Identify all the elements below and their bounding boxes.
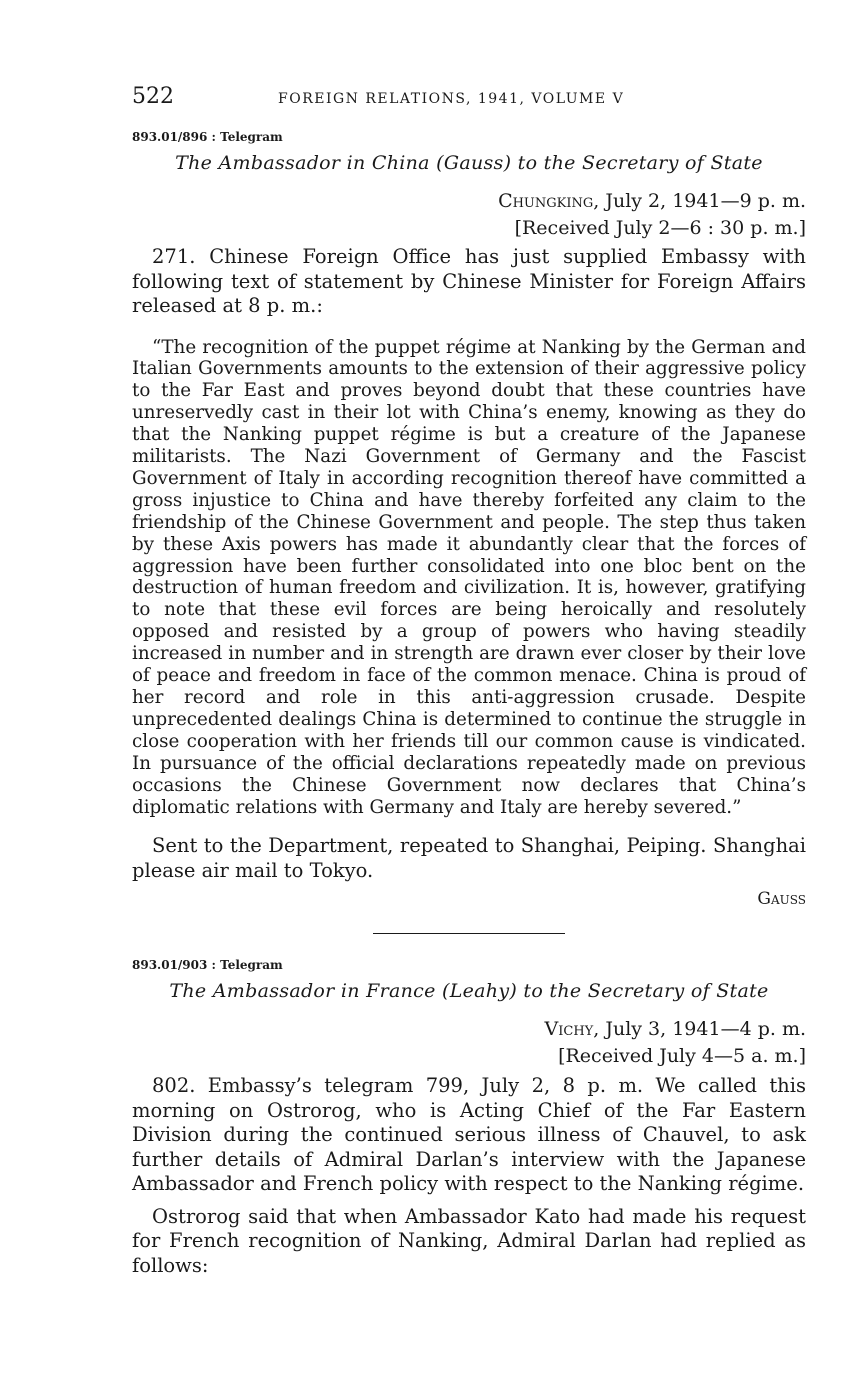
signature: Gauss	[757, 889, 806, 910]
body-paragraph: 802. Embassy’s telegram 799, July 2, 8 p. m. We called this morning on Ostrorog, who is Acting Chief of the Far Eastern Division during the continued serious illness of Chauvel, to ask further details of Admiral Darlan’s interview with the Japanese Ambassador and French policy with respect to the Nanking régime.	[132, 1074, 806, 1196]
title-part: ) to the Secretary of State	[509, 980, 769, 1003]
page-header	[132, 84, 806, 114]
telegram-title	[132, 152, 806, 174]
closing-paragraph: Sent to the Department, repeated to Shanghai, Peiping. Shanghai please air mail to Tokyo.	[132, 834, 806, 882]
place-date	[132, 188, 806, 215]
quoted-statement: “The recognition of the puppet régime at Nanking by the German and Italian Governments amounts to the extension of their aggressive policy to the Far East and proves beyond doubt that these countries have unreservedly cast in their lot with China’s enemy, knowing as they do that the Nanking puppet régime is but a creature of the Japanese militarists. The Nazi Government of Germany and the Fascist Government of Italy in according recognition thereof have committed a gross injustice to China and have thereby forfeited any claim to the friendship of the Chinese Government and people. The step thus taken by these Axis powers has made it abundantly clear that the forces of aggression have been further consolidated into one bloc bent on the destruction of human freedom and civilization. It is, however, gratifying to note that these evil forces are being heroically and resolutely opposed and resisted by a group of powers who having steadily increased in number and in strength are drawn ever closer by their love of peace and freedom in face of the common menace. China is proud of her record and role in this anti-aggression crusade. Despite unprecedented dealings China is determined to continue the struggle in close cooperation with her friends till our common cause is vindicated. In pursuance of the official declarations repeatedly made on previous occasions the Chinese Government now declares that China’s diplomatic relations with Germany and Italy are hereby severed.”	[132, 336, 806, 818]
intro-paragraph: 271. Chinese Foreign Office has just supplied Embassy with following text of statement by Chinese Minister for Foreign Affairs released at 8 p. m.:	[132, 245, 806, 317]
file-number: 893.01/903 : Telegram	[132, 958, 283, 973]
page-number: 522	[132, 84, 174, 109]
section-divider	[373, 933, 565, 934]
title-name: Leahy	[449, 980, 510, 1003]
title-part: The Ambassador in France (	[169, 980, 450, 1003]
place: Vichy	[544, 1018, 594, 1041]
document-page	[132, 84, 806, 1278]
received-line: [Received July 2—6 : 30 p. m.]	[514, 217, 806, 239]
place-date	[132, 1016, 806, 1043]
dateline	[132, 1016, 806, 1070]
title-part: ) to the Secretary of State	[503, 152, 763, 174]
date: , July 3, 1941—4 p. m.	[593, 1018, 806, 1041]
received-line: [Received July 4—5 a. m.]	[558, 1045, 806, 1068]
title-part: The Ambassador in China (	[175, 152, 444, 174]
body-paragraph: Ostrorog said that when Ambassador Kato had made his request for French recognition of Nanking, Admiral Darlan had replied as follows:	[132, 1204, 806, 1277]
date: , July 2, 1941—9 p. m.	[593, 190, 806, 212]
place: Chungking	[498, 190, 594, 212]
file-number: 893.01/896 : Telegram	[132, 130, 283, 144]
title-name: Gauss	[443, 152, 504, 174]
telegram-title	[132, 980, 806, 1002]
running-head: FOREIGN RELATIONS, 1941, VOLUME V	[278, 91, 625, 107]
dateline	[132, 188, 806, 242]
